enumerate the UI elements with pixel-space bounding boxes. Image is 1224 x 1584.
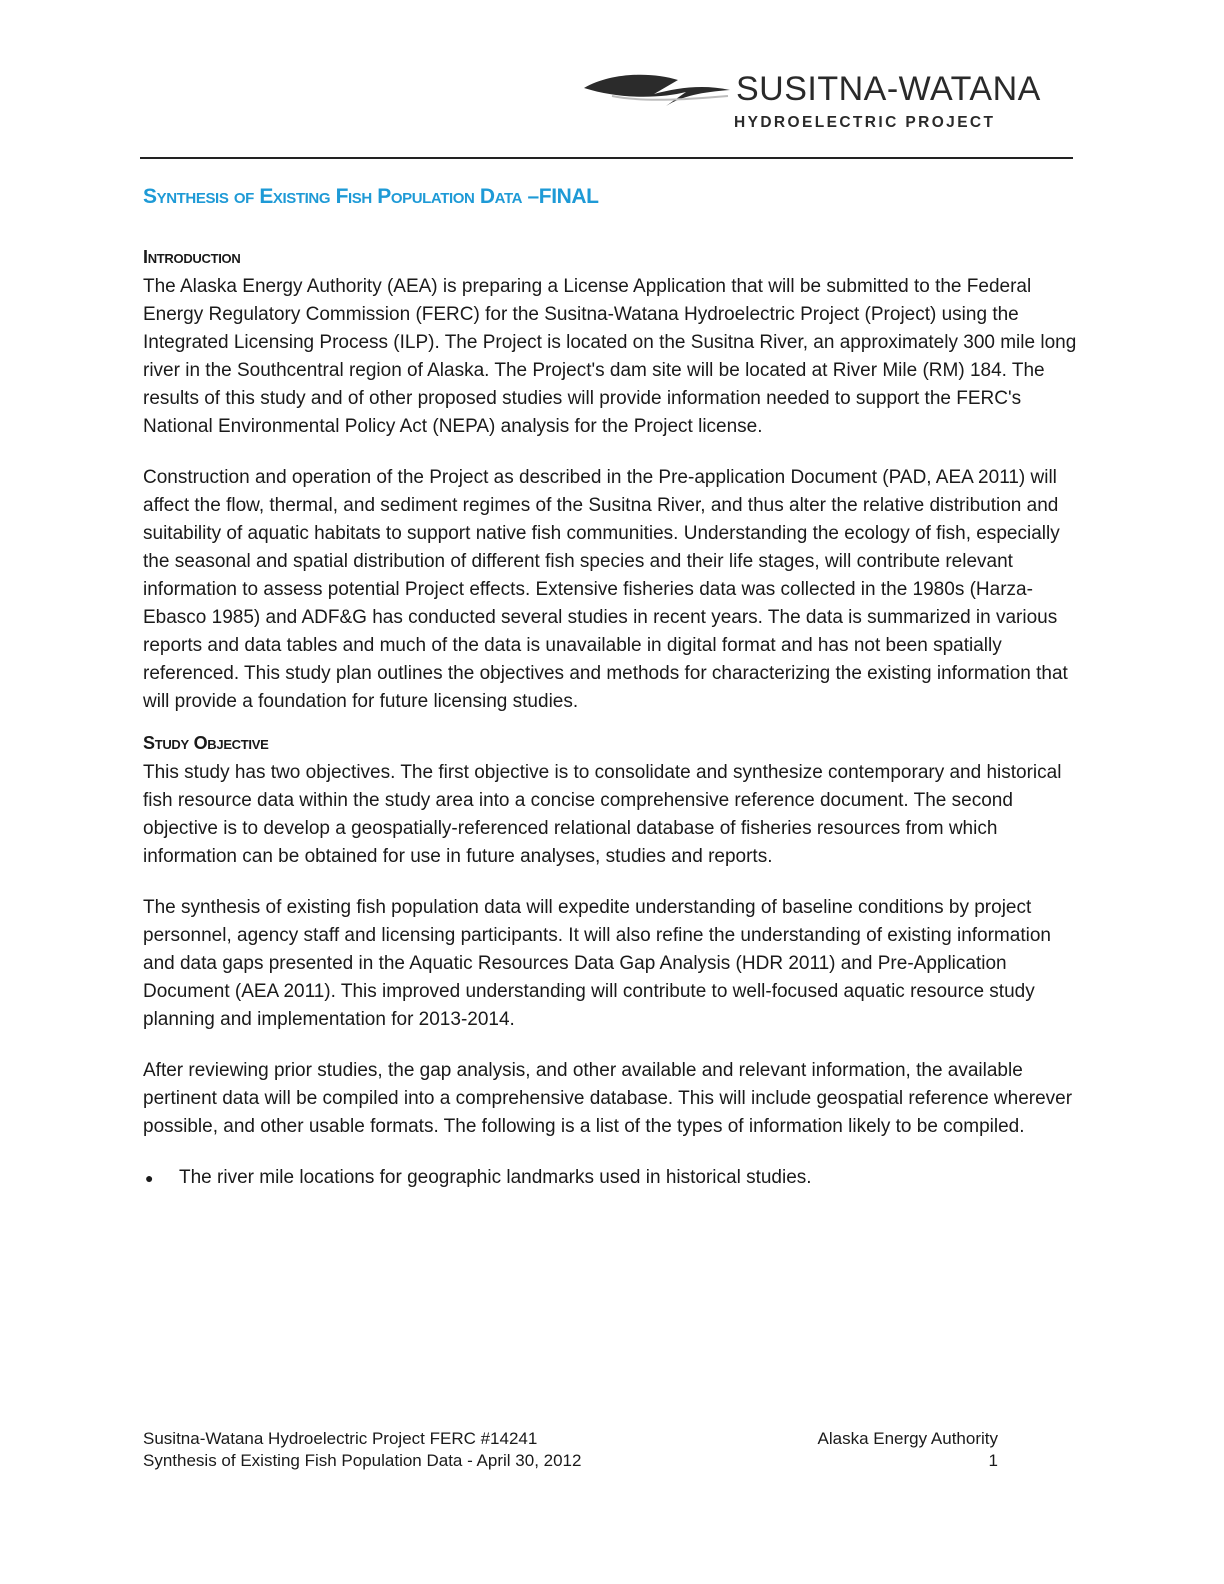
list-item-text: The river mile locations for geographic landmarks used in historical studies.: [179, 1167, 812, 1188]
paragraph: The Alaska Energy Authority (AEA) is preparing a License Application that will be submitted to the Federal Energy Regulatory Commission (FERC) for the Susitna-Watana Hydroelectric Project (Project) using the Integrated Licensing Process (ILP). The Project is located on the Susitna River, an approximately 300 mile long river in the Southcentral region of Alaska. The Project's dam site will be located at River Mile (RM) 184. The results of this study and of other proposed studies will provide information needed to support the FERC's National Environmental Policy Act (NEPA) analysis for the Project license.: [143, 276, 1077, 437]
page-number: 1: [988, 1451, 998, 1470]
logo-title: SUSITNA-WATANA: [736, 70, 1041, 108]
footer-project-line: Susitna-Watana Hydroelectric Project FERC #14241: [143, 1429, 538, 1448]
document-body: [143, 185, 1078, 1192]
paragraph: This study has two objectives. The first objective is to consolidate and synthesize contemporary and historical fish resource data within the study area into a concise comprehensive reference document. The second objective is to develop a geospatially-referenced relational database of fisheries resources from which information can be obtained for use in future analyses, studies and reports.: [143, 762, 1062, 867]
list-item: [143, 1164, 1078, 1192]
section-heading-study-objective: Study Objective: [143, 733, 269, 753]
footer-document-line: Synthesis of Existing Fish Population Data - April 30, 2012: [143, 1451, 582, 1470]
swoosh-logo-icon: [582, 70, 732, 110]
paragraph: The synthesis of existing fish population data will expedite understanding of baseline conditions by project personnel, agency staff and licensing participants. It will also refine the understanding of existing information and data gaps presented in the Aquatic Resources Data Gap Analysis (HDR 2011) and Pre-Application Document (AEA 2011). This improved understanding will contribute to well-focused aquatic resource study planning and implementation for 2013-2014.: [143, 897, 1051, 1030]
bullet-icon: ●: [145, 1170, 154, 1186]
page-footer: [143, 1428, 998, 1472]
document-title: Synthesis of Existing Fish Population Data –FINAL: [143, 185, 599, 208]
header-divider: [140, 157, 1073, 159]
footer-organization: Alaska Energy Authority: [817, 1429, 998, 1448]
project-logo: [582, 66, 1072, 138]
section-heading-introduction: Introduction: [143, 247, 241, 267]
paragraph: After reviewing prior studies, the gap analysis, and other available and relevant information, the available pertinent data will be compiled into a comprehensive database. This will include geospatial reference wherever possible, and other usable formats. The following is a list of the types of information likely to be compiled.: [143, 1060, 1073, 1137]
paragraph: Construction and operation of the Project as described in the Pre-application Document (PAD, AEA 2011) will affect the flow, thermal, and sediment regimes of the Susitna River, and thus alter the relative distribution and suitability of aquatic habitats to support native fish communities. Understanding the ecology of fish, especially the seasonal and spatial distribution of different fish species and their life stages, will contribute relevant information to assess potential Project effects. Extensive fisheries data was collected in the 1980s (Harza-Ebasco 1985) and ADF&G has conducted several studies in recent years. The data is summarized in various reports and data tables and much of the data is unavailable in digital format and has not been spatially referenced. This study plan outlines the objectives and methods for characterizing the existing information that will provide a foundation for future licensing studies.: [143, 467, 1068, 712]
bullet-list: [143, 1164, 1078, 1192]
logo-subtitle: HYDROELECTRIC PROJECT: [734, 114, 996, 131]
